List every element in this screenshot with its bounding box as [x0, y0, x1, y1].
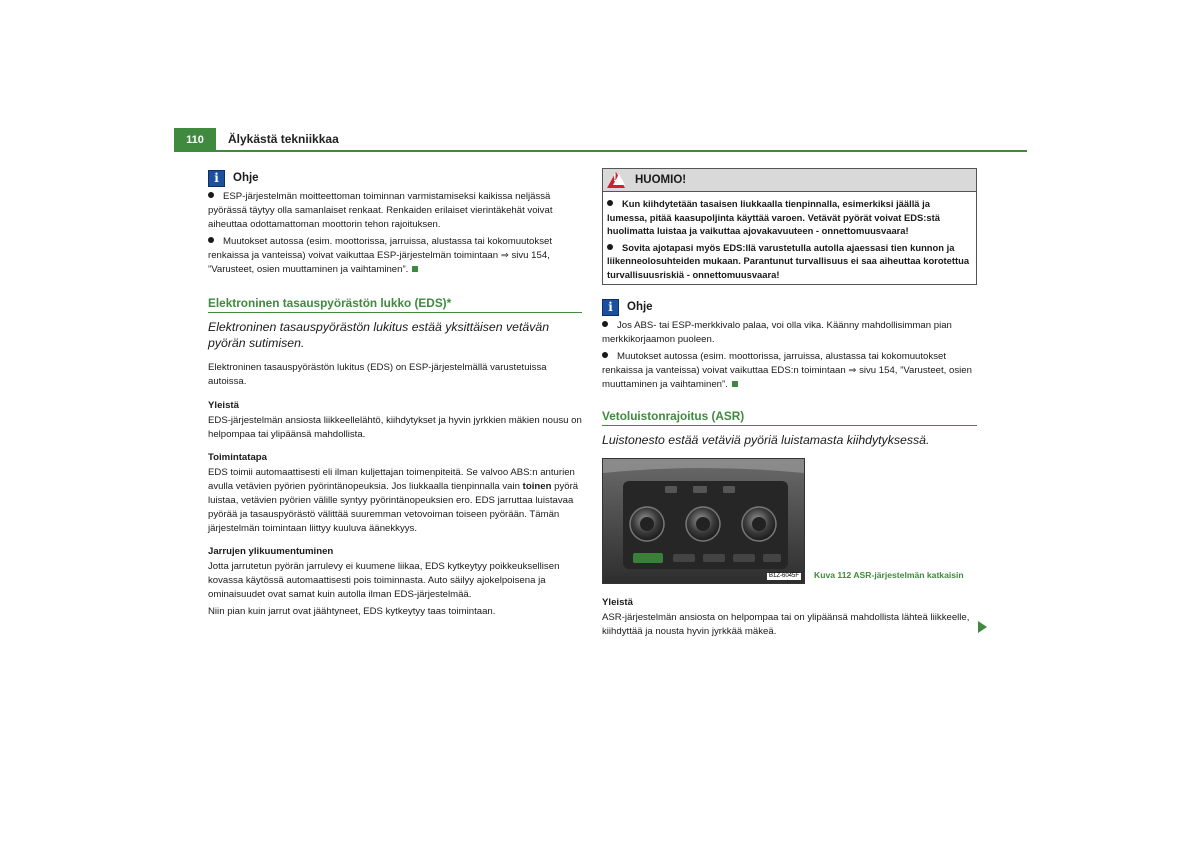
warning-bullet-text: Sovita ajotapasi myös EDS:llä varustetulla autolla ajaessasi tien kunnon ja liikenneolosuhteiden mukaan. Parantunut turvallisuus ei saa aiheuttaa korotettua turvallisuusriskiä - onnettomuusvaara!: [607, 241, 970, 280]
note-title: Ohje: [627, 301, 653, 313]
warning-bullet: [607, 241, 972, 282]
section-lead-eds: Elektroninen tasauspyörästön lukitus estää yksittäisen vetävän pyörän sutimisen.: [208, 320, 550, 350]
eds-yleista-text: EDS-järjestelmän ansiosta liikkeellelähtö, kiihdytykset ja hyvin jyrkkien mäkien nousu on helpompaa tai ylipäänsä mahdollista.: [208, 415, 582, 440]
climate-control-panel-image: [603, 459, 804, 583]
chapter-title: Älykästä tekniikkaa: [228, 132, 339, 146]
eds-ylikuum-text: Jotta jarrutetun pyörän jarrulevy ei kuumene liikaa, EDS kytkeytyy poikkeuksellisen kovassa käytössä automaattisesti pois toiminnasta. Auto säilyy ajokelpoisena ja ominaisuudet ovat samat kuin autolla ilman EDS-järjestelmää.: [208, 561, 560, 600]
subheading-toimintatapa: Toimintatapa: [208, 452, 267, 463]
next-page-arrow-icon: [978, 621, 987, 633]
warning-body: [603, 192, 976, 284]
eds-toimintatapa-text: [208, 466, 582, 536]
subheading-yleista: Yleistä: [208, 400, 239, 411]
warning-title: HUOMIO!: [635, 174, 687, 186]
bullet-icon: [208, 192, 214, 198]
note-title-row: [602, 297, 977, 317]
warning-bullet: [607, 197, 972, 238]
figure-asr: [602, 458, 977, 584]
subheading-yleista-asr: Yleistä: [602, 597, 633, 608]
bullet-icon: [607, 200, 613, 206]
bullet-icon: [602, 352, 608, 358]
page-number: 110: [174, 128, 216, 150]
info-icon: i: [602, 299, 619, 316]
warning-bullet-text: Kun kiihdytetään tasaisen liukkaalla tienpinnalla, esimerkiksi jäällä ja lumessa, pitää kaasupoljinta käyttää varoen. Vetävät pyörät voivat EDS:stä huolimatta luistaa ja vaikuttaa ajovakavuuteen - onnettomuusvaara!: [607, 198, 940, 236]
bullet-icon: [602, 321, 608, 327]
note-bullet-text: Muutokset autossa (esim. moottorissa, jarruissa, alustassa tai kokomuutokset renkaissa ja vanteissa) voivat vaikuttaa ESP-järjestelmän toimintaan ⇒ sivu 154, ”Varusteet, osien muuttaminen ja vaihtaminen”.: [208, 236, 552, 275]
note-bullet: [602, 319, 977, 347]
section-heading-eds: Elektroninen tasauspyörästön lukko (EDS)*: [208, 296, 582, 313]
section-end-icon: [732, 381, 738, 387]
text-run: EDS toimii automaattisesti eli ilman kuljettajan toimenpiteitä. Se valvoo ABS:n anturien avulla vetävien pyörien pyörintänopeuksia. Jos liukkaalla tienpinnalla vain: [208, 467, 575, 492]
section-heading-asr: Vetoluistonrajoitus (ASR): [602, 409, 977, 426]
right-column: [602, 168, 977, 639]
left-column: [208, 168, 582, 619]
note-box: [208, 168, 582, 277]
asr-yleista-text: ASR-järjestelmän ansiosta on helpompaa tai on ylipäänsä mahdollista lähteä liikkeelle, kiihdyttää ja nousta hyvin jyrkkää mäkeä.: [602, 612, 970, 637]
figure-code: B1Z-6045F: [768, 573, 799, 579]
bullet-icon: [208, 237, 214, 243]
note-title: Ohje: [233, 172, 259, 184]
note-bullet: [208, 235, 582, 277]
eds-ylikuum-text2: Niin pian kuin jarrut ovat jäähtyneet, EDS kytkeytyy taas toimintaan.: [208, 606, 496, 617]
page-header: [174, 128, 1027, 152]
note-title-row: [208, 168, 582, 188]
note-bullet-text: ESP-järjestelmän moitteettoman toiminnan varmistamiseksi kaikissa neljässä pyörässä täytyy olla samanlaiset renkaat. Renkaiden erilaiset vierintäkehät voivat aiheuttaa odottamattoman moottorin tehon rajoituksen.: [208, 191, 553, 230]
bullet-icon: [607, 244, 613, 250]
section-end-icon: [412, 266, 418, 272]
eds-intro: Elektroninen tasauspyörästön lukitus (EDS) on ESP-järjestelmällä varustetuissa autoissa.: [208, 362, 547, 387]
note-bullet-text: Muutokset autossa (esim. moottorissa, jarruissa, alustassa tai kokomuutokset renkaissa ja vanteissa) voivat vaikuttaa EDS:n toimintaan ⇒ sivu 154, ”Varusteet, osien muuttaminen ja vaihtaminen”.: [602, 351, 972, 390]
note-bullet: [208, 190, 582, 232]
text-run-bold: toinen: [522, 481, 552, 492]
section-lead-asr: Luistonesto estää vetäviä pyöriä luistamasta kiihdytyksessä.: [602, 433, 930, 447]
warning-box: [602, 168, 977, 285]
note-bullet-text: Jos ABS- tai ESP-merkkivalo palaa, voi olla vika. Käänny mahdollisimman pian merkkikorjaamon puoleen.: [602, 320, 952, 345]
warning-triangle-icon: !: [607, 172, 625, 188]
note-bullet: [602, 350, 977, 392]
text-run: pyörä luistaa, vetävien pyörien välille syntyy pyörintänopeuksien ero. EDS jarruttaa luistavaa pyörää ja tasauspyörästö välittää suuremman vetovoiman toiseen pyörään. Tämän järjestelmän toimintaan liittyy kuuluva äänekkyys.: [208, 481, 579, 534]
info-icon: i: [208, 170, 225, 187]
figure-photo: [602, 458, 805, 584]
note-box: [602, 297, 977, 392]
warning-header: [603, 169, 976, 192]
figure-caption: Kuva 112 ASR-järjestelmän katkaisin: [814, 570, 964, 580]
subheading-ylikuumentuminen: Jarrujen ylikuumentuminen: [208, 546, 334, 557]
